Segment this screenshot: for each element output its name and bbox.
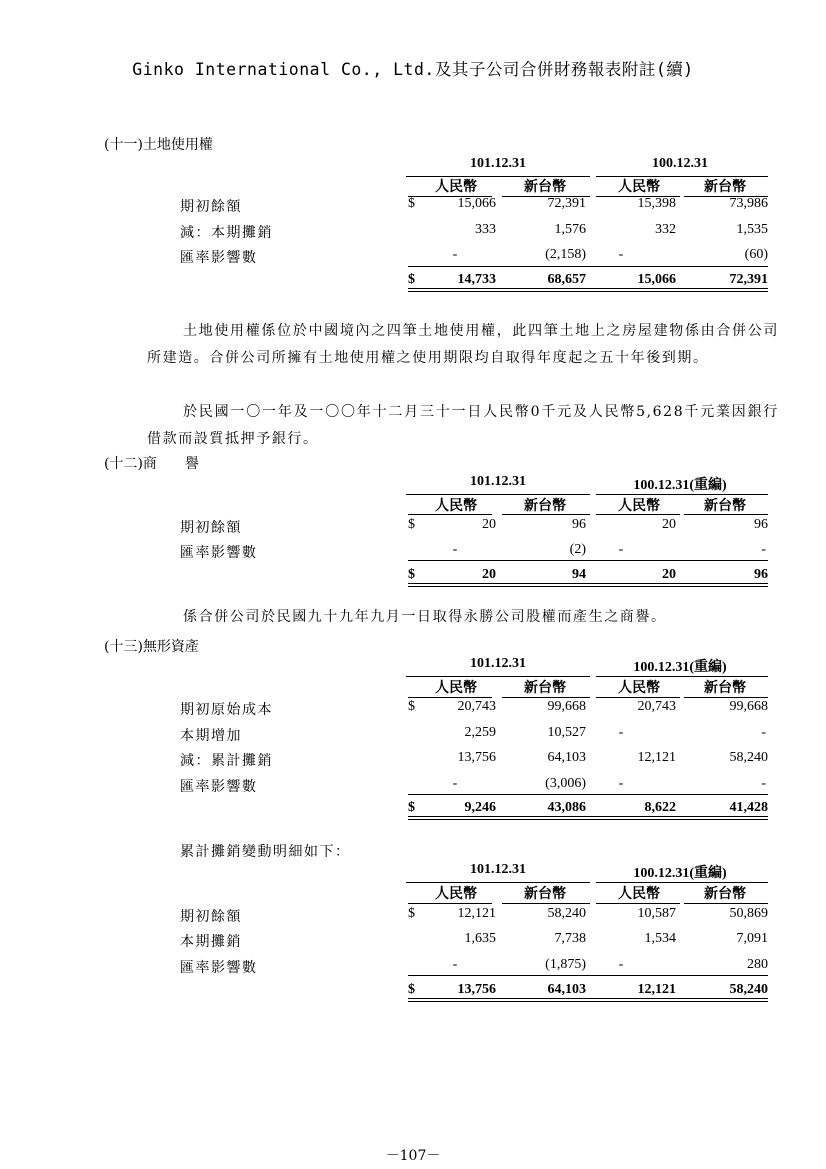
total-double-rule bbox=[408, 816, 768, 820]
cell-value: 20 bbox=[482, 517, 496, 532]
subtotal-rule bbox=[408, 794, 768, 795]
row-label: 本期攤銷 bbox=[180, 934, 242, 950]
cell-value: - bbox=[618, 725, 624, 740]
currency-sign: $ bbox=[408, 699, 415, 714]
cell-value: - bbox=[618, 542, 624, 557]
col-header-rmb: 人民幣 bbox=[618, 886, 660, 902]
page-header: Ginko International Co., Ltd.及其子公司合併財務報表附註(續) bbox=[132, 60, 694, 79]
header-underline bbox=[684, 903, 768, 904]
cell-value: 12,121 bbox=[457, 906, 496, 921]
total-value: 72,391 bbox=[729, 272, 768, 287]
subtotal-rule bbox=[408, 975, 768, 976]
cell-value: - bbox=[618, 247, 624, 262]
currency-sign: $ bbox=[408, 272, 415, 287]
cell-value: 96 bbox=[754, 517, 768, 532]
row-label: 期初原始成本 bbox=[180, 702, 273, 718]
header-underline bbox=[684, 697, 768, 698]
total-value: 8,622 bbox=[644, 800, 676, 815]
total-value: 68,657 bbox=[547, 272, 586, 287]
cell-value: 1,635 bbox=[464, 931, 496, 946]
total-double-rule bbox=[408, 998, 768, 1002]
header-underline bbox=[408, 514, 492, 515]
currency-sign: $ bbox=[408, 800, 415, 815]
cell-value: 2,259 bbox=[464, 725, 496, 740]
total-value: 41,428 bbox=[729, 800, 768, 815]
cell-value: (2) bbox=[569, 542, 586, 557]
total-value: 20 bbox=[482, 567, 496, 582]
col-header-rmb: 人民幣 bbox=[618, 179, 660, 195]
cell-value: (3,006) bbox=[545, 776, 586, 791]
row-label: 減：本期攤銷 bbox=[180, 225, 273, 241]
page-number: －107－ bbox=[385, 1148, 441, 1164]
cell-value: 58,240 bbox=[729, 750, 768, 765]
col-header-rmb: 人民幣 bbox=[435, 498, 477, 514]
currency-sign: $ bbox=[408, 982, 415, 997]
cell-value: 332 bbox=[655, 222, 676, 237]
paragraph: 係合併公司於民國九十九年九月一日取得永勝公司股權而產生之商譽。 bbox=[183, 609, 667, 625]
cell-value: 72,391 bbox=[547, 196, 586, 211]
col-header-rmb: 人民幣 bbox=[435, 886, 477, 902]
row-label: 減：累計攤銷 bbox=[180, 753, 273, 769]
cell-value: 58,240 bbox=[547, 906, 586, 921]
cell-value: - bbox=[761, 542, 766, 557]
col-header-twd: 新台幣 bbox=[704, 498, 746, 514]
total-value: 96 bbox=[754, 567, 768, 582]
currency-sign: $ bbox=[408, 906, 415, 921]
col-header-twd: 新台幣 bbox=[524, 498, 566, 514]
cell-value: - bbox=[761, 725, 766, 740]
col-header-twd: 新台幣 bbox=[524, 179, 566, 195]
cell-value: - bbox=[452, 957, 458, 972]
row-label: 期初餘額 bbox=[180, 520, 242, 536]
year-header-2011-restated: 100.12.31(重編) bbox=[633, 660, 727, 675]
cell-value: 10,527 bbox=[547, 725, 586, 740]
cell-value: 20 bbox=[662, 517, 676, 532]
col-header-rmb: 人民幣 bbox=[435, 680, 477, 696]
cell-value: 7,738 bbox=[554, 931, 586, 946]
cell-value: (60) bbox=[744, 247, 768, 262]
cell-value: - bbox=[452, 247, 458, 262]
col-header-twd: 新台幣 bbox=[524, 886, 566, 902]
cell-value: 96 bbox=[572, 517, 586, 532]
total-value: 9,246 bbox=[464, 800, 496, 815]
total-value: 14,733 bbox=[457, 272, 496, 287]
subsection-title: 累計攤銷變動明細如下： bbox=[180, 844, 351, 860]
row-label: 期初餘額 bbox=[180, 199, 242, 215]
header-underline bbox=[408, 903, 492, 904]
cell-value: 20,743 bbox=[637, 699, 676, 714]
year-header-2011-restated: 100.12.31(重編) bbox=[633, 478, 727, 493]
row-label: 匯率影響數 bbox=[180, 960, 258, 976]
cell-value: 20,743 bbox=[457, 699, 496, 714]
col-header-twd: 新台幣 bbox=[704, 179, 746, 195]
header-underline bbox=[408, 697, 492, 698]
header-underline bbox=[596, 697, 680, 698]
cell-value: 280 bbox=[747, 957, 768, 972]
cell-value: 333 bbox=[475, 222, 496, 237]
header-underline bbox=[596, 903, 680, 904]
paragraph: 於民國一〇一年及一〇〇年十二月三十一日人民幣0千元及人民幣5,628千元業因銀行借款而設質抵押予銀行。 bbox=[147, 404, 779, 447]
total-value: 13,756 bbox=[457, 982, 496, 997]
cell-value: - bbox=[452, 542, 458, 557]
cell-value: (2,158) bbox=[545, 247, 586, 262]
cell-value: 64,103 bbox=[547, 750, 586, 765]
cell-value: - bbox=[452, 776, 458, 791]
cell-value: 99,668 bbox=[547, 699, 586, 714]
row-label: 期初餘額 bbox=[180, 909, 242, 925]
section-title-goodwill: (十二)商 譽 bbox=[104, 456, 199, 472]
cell-value: 1,534 bbox=[644, 931, 676, 946]
year-header-2012: 101.12.31 bbox=[470, 474, 526, 489]
cell-value: 7,091 bbox=[736, 931, 768, 946]
col-header-rmb: 人民幣 bbox=[435, 179, 477, 195]
header-underline bbox=[596, 514, 680, 515]
currency-sign: $ bbox=[408, 567, 415, 582]
subtotal-rule bbox=[408, 266, 768, 267]
col-header-rmb: 人民幣 bbox=[618, 498, 660, 514]
total-value: 20 bbox=[662, 567, 676, 582]
cell-value: - bbox=[761, 776, 766, 791]
total-value: 58,240 bbox=[729, 982, 768, 997]
cell-value: 1,576 bbox=[554, 222, 586, 237]
cell-value: 10,587 bbox=[637, 906, 676, 921]
row-label: 本期增加 bbox=[180, 728, 242, 744]
cell-value: (1,875) bbox=[545, 957, 586, 972]
total-double-rule bbox=[408, 288, 768, 292]
cell-value: 15,066 bbox=[457, 196, 496, 211]
cell-value: 50,869 bbox=[729, 906, 768, 921]
year-header-2012: 101.12.31 bbox=[470, 156, 526, 171]
cell-value: 12,121 bbox=[637, 750, 676, 765]
paragraph: 土地使用權係位於中國境內之四筆土地使用權，此四筆土地上之房屋建物係由合併公司所建造。合併公司所擁有土地使用權之使用期限均自取得年度起之五十年後到期。 bbox=[147, 323, 779, 366]
cell-value: - bbox=[618, 776, 624, 791]
total-value: 43,086 bbox=[547, 800, 586, 815]
total-value: 64,103 bbox=[547, 982, 586, 997]
currency-sign: $ bbox=[408, 517, 415, 532]
col-header-rmb: 人民幣 bbox=[618, 680, 660, 696]
header-underline bbox=[502, 514, 590, 515]
col-header-twd: 新台幣 bbox=[704, 680, 746, 696]
year-header-2011-restated: 100.12.31(重編) bbox=[633, 866, 727, 881]
cell-value: - bbox=[618, 957, 624, 972]
section-title-intangible-assets: (十三)無形資產 bbox=[104, 639, 199, 655]
total-double-rule bbox=[408, 583, 768, 587]
year-header-2012: 101.12.31 bbox=[470, 862, 526, 877]
subtotal-rule bbox=[408, 560, 768, 561]
year-header-2012: 101.12.31 bbox=[470, 656, 526, 671]
row-label: 匯率影響數 bbox=[180, 779, 258, 795]
col-header-twd: 新台幣 bbox=[704, 886, 746, 902]
currency-sign: $ bbox=[408, 196, 415, 211]
total-value: 94 bbox=[572, 567, 586, 582]
cell-value: 1,535 bbox=[736, 222, 768, 237]
total-value: 15,066 bbox=[637, 272, 676, 287]
section-title-land-use-rights: (十一)土地使用權 bbox=[104, 137, 213, 153]
total-value: 12,121 bbox=[637, 982, 676, 997]
header-underline bbox=[502, 903, 590, 904]
cell-value: 73,986 bbox=[729, 196, 768, 211]
col-header-twd: 新台幣 bbox=[524, 680, 566, 696]
year-header-2011: 100.12.31 bbox=[652, 156, 708, 171]
cell-value: 99,668 bbox=[729, 699, 768, 714]
header-underline bbox=[684, 514, 768, 515]
row-label: 匯率影響數 bbox=[180, 250, 258, 266]
row-label: 匯率影響數 bbox=[180, 545, 258, 561]
header-underline bbox=[502, 697, 590, 698]
cell-value: 15,398 bbox=[637, 196, 676, 211]
cell-value: 13,756 bbox=[457, 750, 496, 765]
